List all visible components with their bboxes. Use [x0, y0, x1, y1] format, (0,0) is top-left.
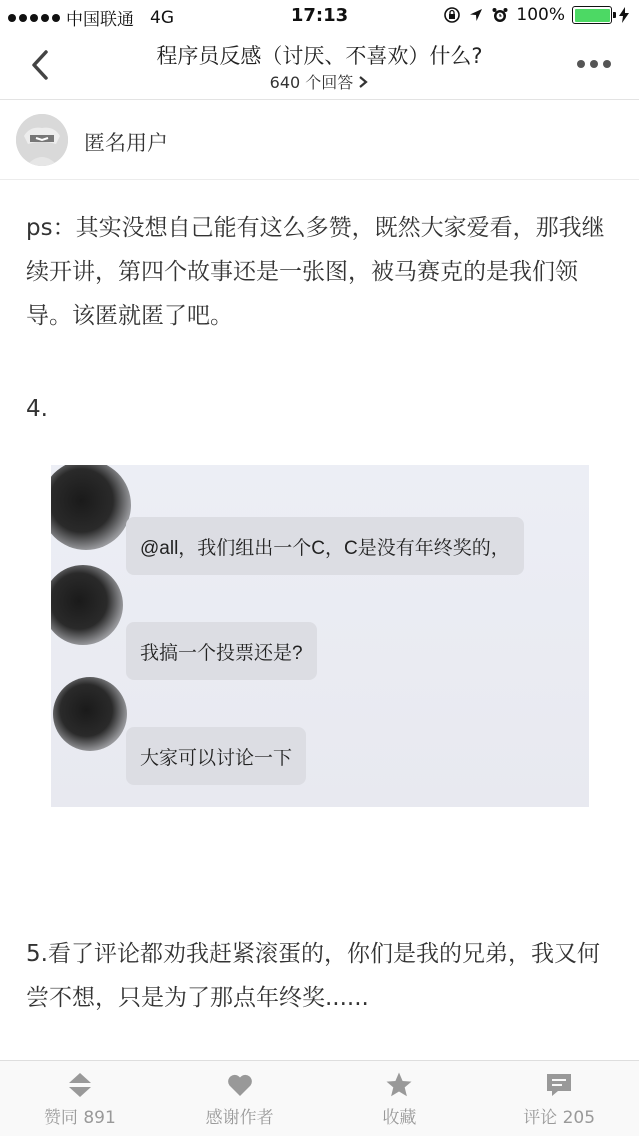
mosaic-avatar [51, 465, 131, 550]
chat-message: @all，我们组出一个C，C是没有年终奖的， [126, 517, 524, 575]
charging-icon [619, 7, 629, 23]
answer-count-label: 640 个回答 [269, 73, 354, 92]
answer-paragraph: ps：其实没想自己能有这么多赞，既然大家爱看，那我继续开讲，第四个故事还是一张图，被马赛克的是我们领导。该匿就匿了吧。 [26, 215, 605, 329]
more-dots-icon[interactable] [577, 60, 611, 68]
author-row[interactable] [0, 100, 639, 180]
battery-label: 100% [516, 5, 565, 25]
chat-message: 大家可以讨论一下 [126, 727, 306, 785]
avatar[interactable] [16, 114, 68, 166]
thanks-label: 感谢作者 [205, 1108, 274, 1128]
upvote-button[interactable] [0, 1061, 160, 1136]
comment-icon [545, 1071, 573, 1099]
chat-message: 我搞一个投票还是? [126, 622, 317, 680]
status-right [443, 5, 629, 25]
author-name[interactable]: 匿名用户 [84, 131, 168, 155]
chevron-right-icon [357, 75, 369, 89]
favorite-button[interactable] [320, 1061, 480, 1136]
battery-icon [572, 6, 612, 24]
mosaic-avatar [51, 565, 123, 645]
location-icon [468, 7, 484, 23]
anonymous-avatar-icon [16, 114, 68, 166]
chat-screenshot-image[interactable] [51, 465, 589, 807]
mosaic-avatar [53, 677, 127, 751]
heart-icon [226, 1071, 254, 1099]
answer-paragraph: 5.看了评论都劝我赶紧滚蛋的，你们是我的兄弟，我又何尝不想，只是为了那点年终奖...... [26, 941, 600, 1011]
question-title[interactable]: 程序员反感（讨厌、不喜欢）什么? [156, 44, 483, 68]
nav-bar [0, 32, 639, 100]
network-label: 4G [150, 7, 174, 28]
orientation-lock-icon [443, 6, 461, 24]
answer-count-link[interactable] [0, 70, 639, 93]
comment-label: 评论 205 [523, 1108, 596, 1128]
comment-button[interactable] [479, 1061, 639, 1136]
alarm-icon [491, 6, 509, 24]
vote-arrows-icon [66, 1071, 94, 1099]
bottom-action-bar [0, 1060, 639, 1136]
star-icon [385, 1071, 413, 1099]
story-number: 4. [26, 396, 48, 422]
thanks-button[interactable] [160, 1061, 320, 1136]
favorite-label: 收藏 [382, 1108, 417, 1128]
status-bar [0, 0, 639, 32]
carrier-label: 中国联通 [66, 10, 134, 30]
upvote-label: 赞同 891 [43, 1108, 116, 1128]
status-time: 17:13 [290, 5, 349, 26]
